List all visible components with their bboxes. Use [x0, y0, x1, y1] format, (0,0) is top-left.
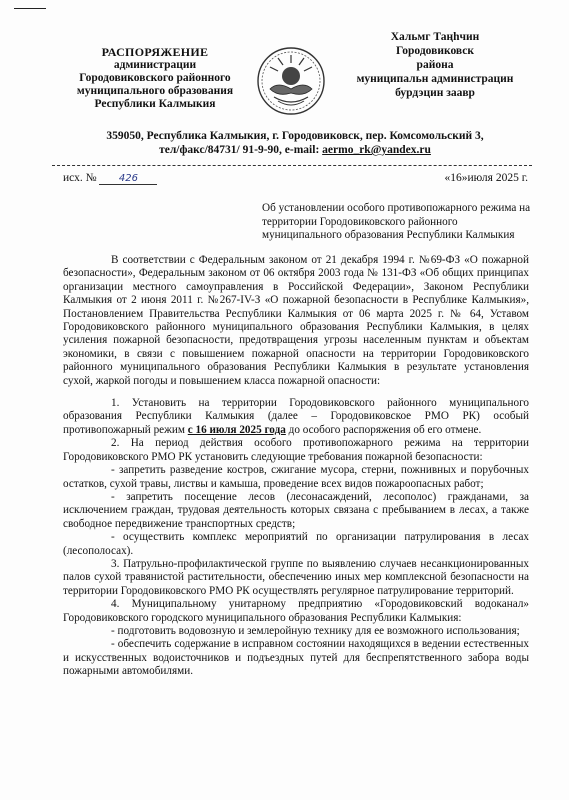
header-right-line: Хальмг Таңһчин — [390, 31, 480, 43]
header-right-line: Городовиковск — [395, 45, 474, 57]
header-left-line: муниципального образования — [76, 85, 234, 97]
header-left-block — [60, 46, 250, 111]
item-1-tail: до особого распоряжения об его отмене. — [288, 423, 482, 436]
preamble-paragraph: В соответствии с Федеральным законом от 21 декабря 1994 г. №69-ФЗ «О пожарной безопасности», Федеральным законом от 06 октября 2003 года № 131-ФЗ «Об общих принципах организации местного самоуправления в Российской Федерации», Законом Республики Калмыкия от 2 июня 2011 г. №267-IV-З «О пожарной безопасности в Республике Калмыкия», Постановлением Правительства Республики Калмыкия от 06 марта 2025 г. № 64, Уставом Городовиковского районного муниципального образования Республики Калмыкия, в целях усиления пожарной безопасности, предотвращения угрозы населенным пунктам и объектам экономики, в связи с повышением пожарной опасности на территории Городовиковского районного муниципального образования Республики Калмыкия в результате установления сухой, жаркой погоды и повышением класса пожарной опасности: — [63, 254, 529, 387]
address-block — [60, 129, 530, 157]
phone-text: тел/факс/84731/ 91-9-90, e-mail: — [159, 144, 320, 156]
document-date: «16»июля 2025 г. — [444, 172, 528, 184]
outgoing-number-value: 426 — [99, 173, 157, 185]
outgoing-number — [63, 172, 157, 185]
document-subject: Об установлении особого противопожарного режима на территории Городовиковского районного муниципального образования Республики Калмыкия — [262, 202, 531, 241]
header-right-line: бурдэцин заавр — [395, 87, 475, 99]
header-right-block — [350, 30, 520, 100]
item-1-start-date: с 16 июля 2025 года — [187, 423, 286, 436]
header-right-line: района — [416, 59, 454, 71]
item-2-sub-2: - запретить посещение лесов (лесонасаждений, лесополос) гражданами, за исключением граждан, трудовая деятельность которых связана с пребыванием в лесах, а также свободное передвижение транспортных средств; — [63, 490, 529, 530]
item-4-paragraph: 4. Муниципальному унитарному предприятию «Городовиковский водоканал» Городовиковского городского муниципального образования Республики Калмыкия: — [63, 598, 529, 624]
email-link[interactable]: aermo_rk@yandex.ru — [322, 144, 431, 156]
kalmykia-coat-of-arms-icon — [256, 45, 326, 117]
document-type-title: РАСПОРЯЖЕНИЕ — [101, 45, 209, 59]
header-left-line: администрации — [113, 59, 197, 71]
header-left-line: Городовиковского районного — [79, 72, 231, 84]
item-1-text: 1. Установить на территории Городовиковского районного муниципального образования Республики Калмыкия (далее – Городовиковское РМО РК) особый противопожарный режим — [63, 397, 529, 436]
item-2-sub-3: - осуществить комплекс мероприятий по организации патрулирования в лесах (лесополосах). — [63, 531, 529, 557]
item-1-paragraph — [63, 397, 529, 437]
outgoing-label: исх. № — [63, 172, 97, 184]
item-4-sub-2: - обеспечить содержание в исправном состоянии находящихся в ведении естественных и искусственных водоисточников и подъездных путей для беспрепятственного забора воды пожарными автомобилями. — [63, 638, 529, 678]
header-left-line: Республики Калмыкия — [94, 98, 216, 110]
address-line: 359050, Республика Калмыкия, г. Городовиковск, пер. Комсомольский 3, — [106, 130, 484, 142]
contact-line — [60, 143, 530, 157]
item-2-sub-1: - запретить разведение костров, сжигание мусора, стерни, пожнивных и порубочных остатков, сухой травы, листвы и камыша, проведение всех видов пожароопасных работ; — [63, 464, 529, 490]
header-divider — [52, 165, 532, 166]
corner-mark — [14, 8, 46, 9]
item-4-sub-1: - подготовить водовозную и землеройную технику для ее возможного использования; — [111, 624, 520, 637]
document-body — [63, 254, 529, 679]
item-3-paragraph: 3. Патрульно-профилактической группе по выявлению случаев несанкционированных палов сухой травянистой растительности, обеспечению иных мер комплексной безопасности на территории Городовиковского РМО РК осуществлять регулярное патрулирование территорий. — [63, 557, 529, 597]
header-right-line: муниципальн администрацин — [356, 73, 514, 85]
item-2-paragraph: 2. На период действия особого противопожарного режима на территории Городовиковского РМО РК установить следующие требования пожарной безопасности: — [63, 437, 529, 463]
